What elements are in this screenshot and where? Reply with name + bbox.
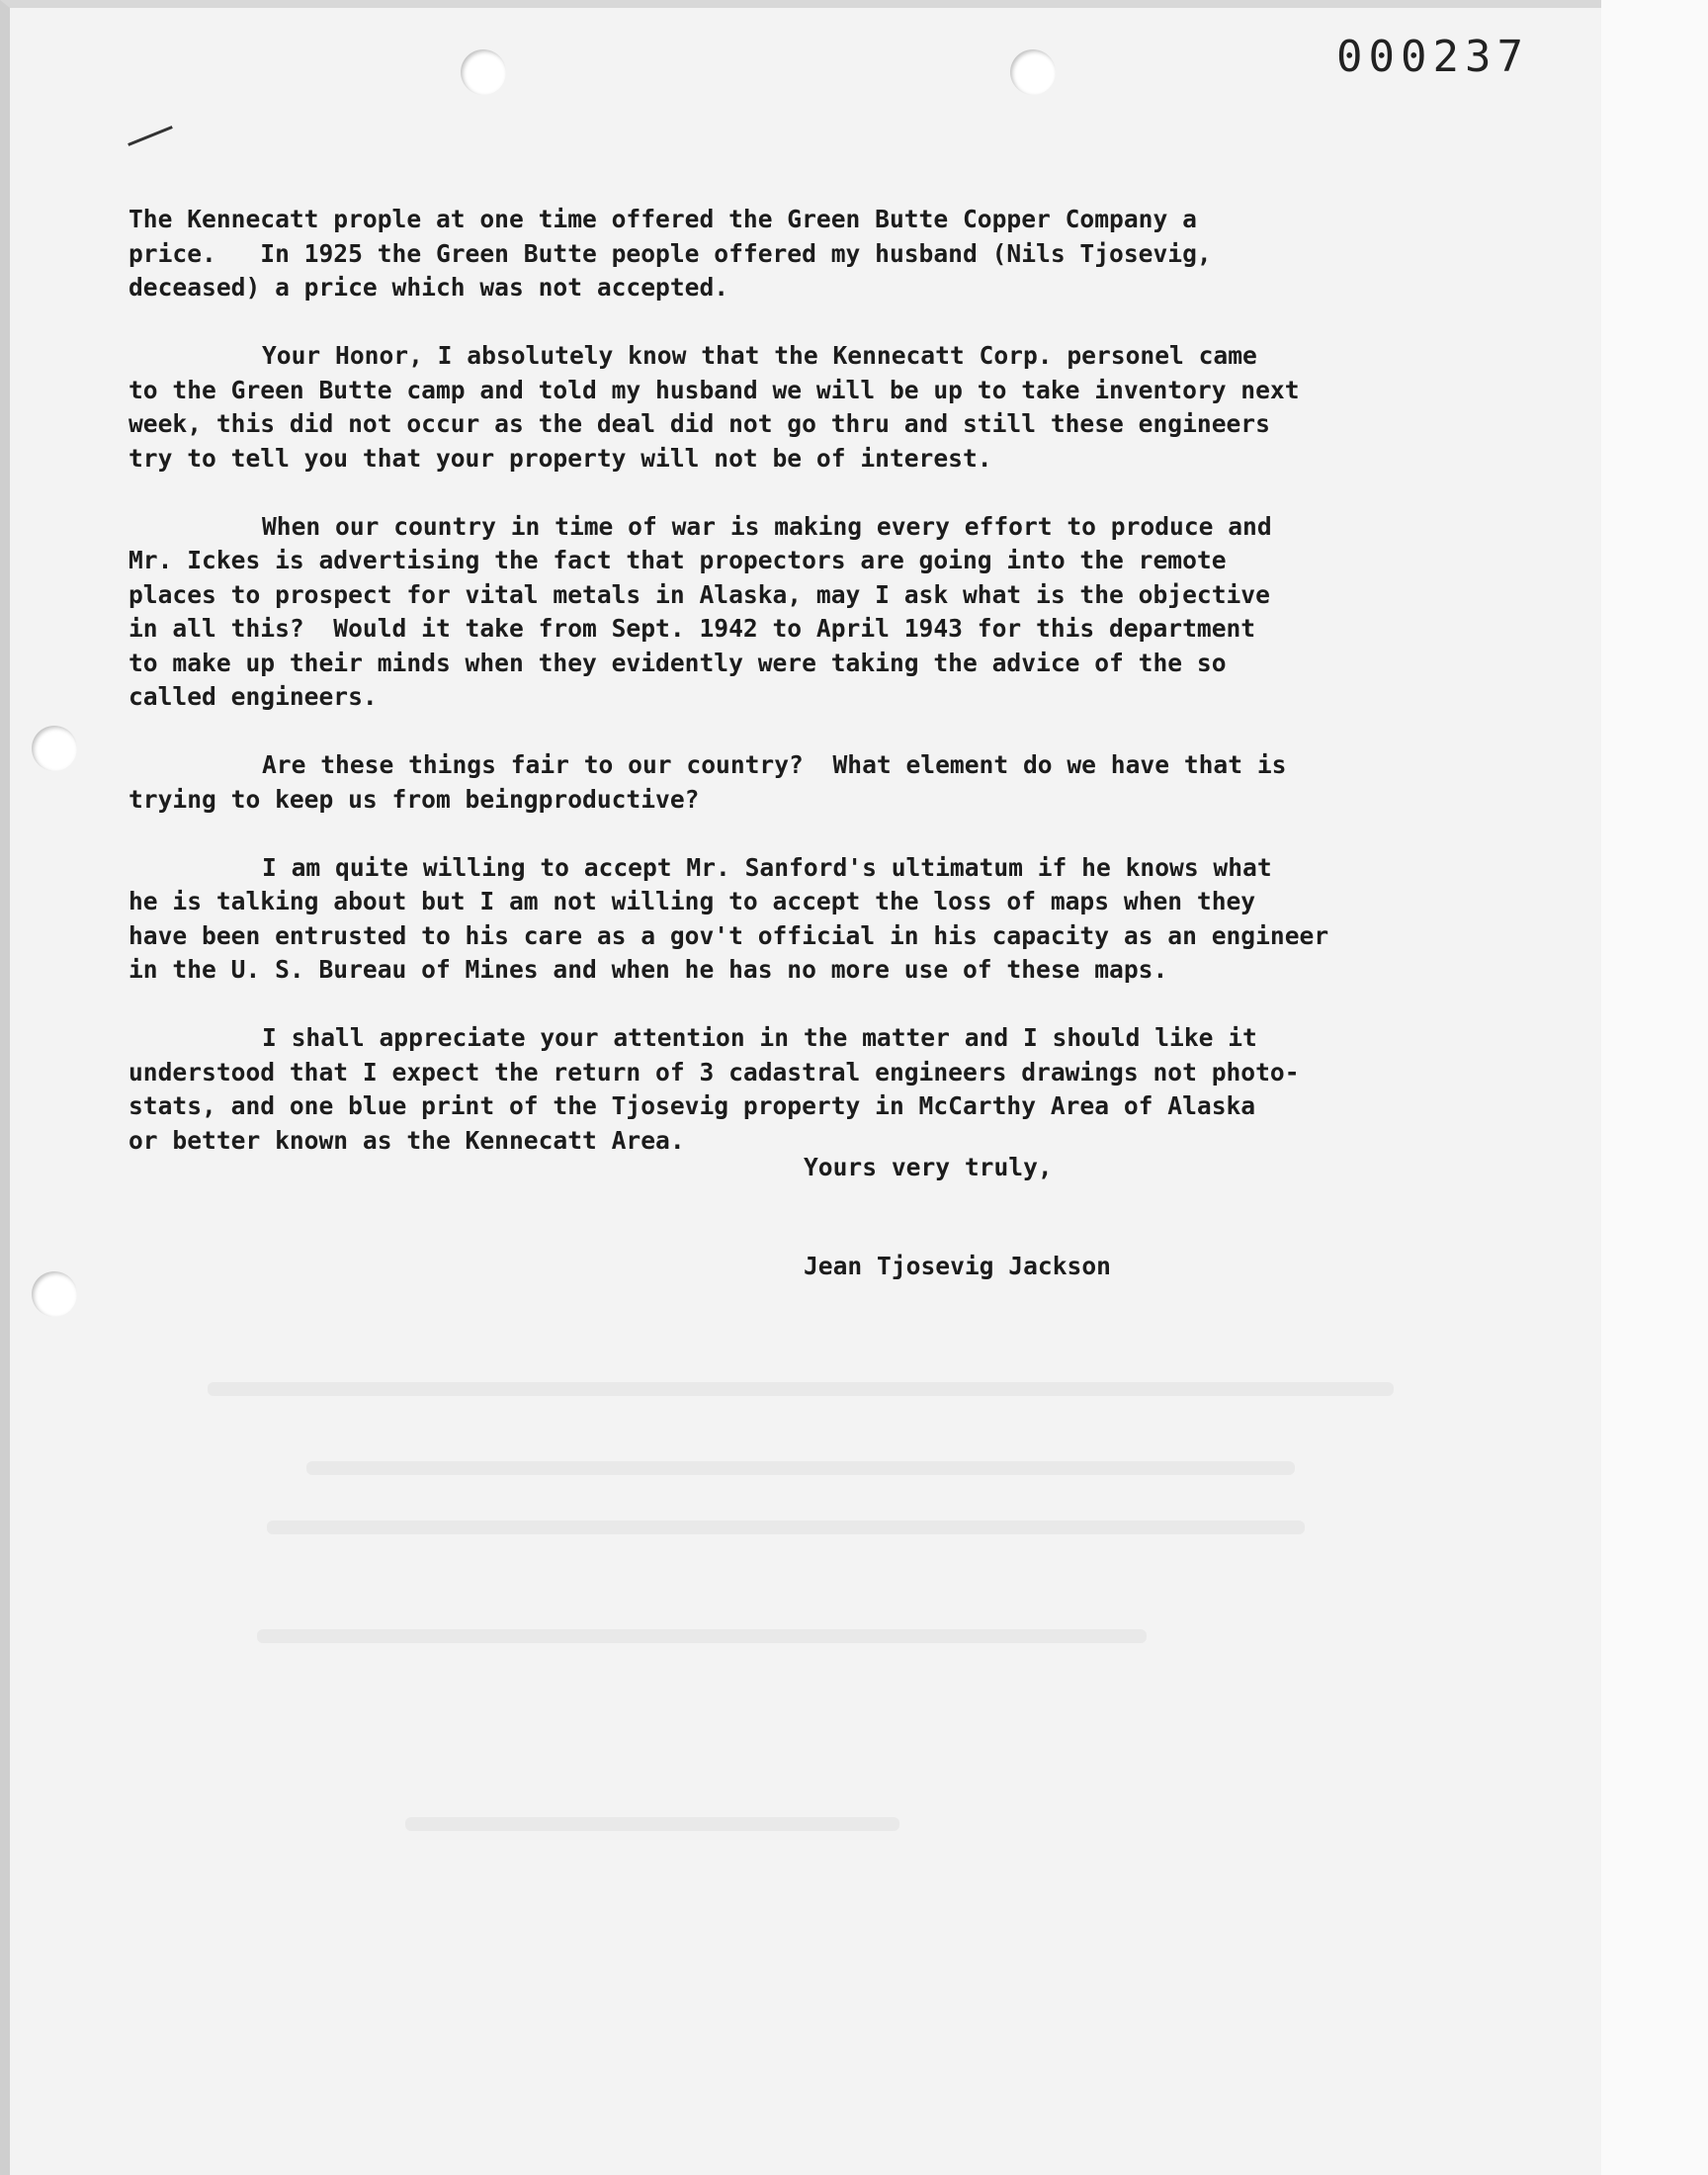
paragraph [128, 851, 1512, 988]
text-line: understood that I expect the return of 3 cadastral engineers drawings not photo- [128, 1057, 1300, 1087]
punch-hole-top-left [461, 49, 506, 95]
text-line: price. In 1925 the Green Butte people offered my husband (Nils Tjosevig, [128, 238, 1212, 268]
signer-name: Jean Tjosevig Jackson [804, 1252, 1111, 1280]
text-line: trying to keep us from beingproductive? [128, 784, 700, 814]
bleed-through [208, 1382, 1394, 1396]
text-line: in the U. S. Bureau of Mines and when he has no more use of these maps. [128, 955, 1168, 984]
paragraph [128, 1021, 1512, 1158]
letter-body [128, 203, 1512, 1192]
text-line: called engineers. [128, 682, 378, 711]
text-line: have been entrusted to his care as a gov't official in his capacity as an engineer [128, 920, 1329, 950]
text-line: to the Green Butte camp and told my husband we will be up to take inventory next [128, 375, 1300, 404]
paragraph [128, 510, 1512, 715]
document-number: 000237 [1336, 32, 1529, 82]
punch-hole-top-right [1010, 49, 1056, 95]
text-line: When our country in time of war is making every effort to produce and [262, 511, 1272, 541]
text-line: stats, and one blue print of the Tjosevig property in McCarthy Area of Alaska [128, 1091, 1256, 1120]
text-line: or better known as the Kennecatt Area. [128, 1125, 685, 1155]
bleed-through [257, 1629, 1147, 1643]
punch-hole-left-lower [32, 1271, 77, 1317]
text-line: The Kennecatt prople at one time offered the Green Butte Copper Company a [128, 205, 1197, 233]
text-line: I shall appreciate your attention in the matter and I should like it [262, 1023, 1257, 1052]
paragraph [128, 203, 1512, 305]
text-line: I am quite willing to accept Mr. Sanford's ultimatum if he knows what [262, 852, 1272, 882]
text-line: in all this? Would it take from Sept. 1942 to April 1943 for this department [128, 614, 1256, 643]
scan-edge [1601, 0, 1708, 2175]
bleed-through [405, 1817, 899, 1831]
bleed-through [267, 1521, 1305, 1534]
text-line: Are these things fair to our country? What element do we have that is [262, 750, 1287, 779]
paragraph [128, 748, 1512, 817]
text-line: places to prospect for vital metals in Alaska, may I ask what is the objective [128, 579, 1270, 609]
text-line: deceased) a price which was not accepted. [128, 273, 729, 302]
pen-mark [128, 126, 173, 146]
text-line: to make up their minds when they evidently were taking the advice of the so [128, 648, 1227, 677]
closing-salutation: Yours very truly, [804, 1153, 1053, 1181]
text-line: week, this did not occur as the deal did not go thru and still these engineers [128, 409, 1270, 438]
bleed-through [306, 1461, 1295, 1475]
text-line: he is talking about but I am not willing to accept the loss of maps when they [128, 887, 1256, 915]
paragraph [128, 339, 1512, 476]
text-line: Mr. Ickes is advertising the fact that propectors are going into the remote [128, 546, 1227, 574]
text-line: Your Honor, I absolutely know that the Kennecatt Corp. personel came [262, 341, 1257, 370]
punch-hole-left-upper [32, 726, 77, 771]
text-line: try to tell you that your property will not be of interest. [128, 443, 992, 473]
